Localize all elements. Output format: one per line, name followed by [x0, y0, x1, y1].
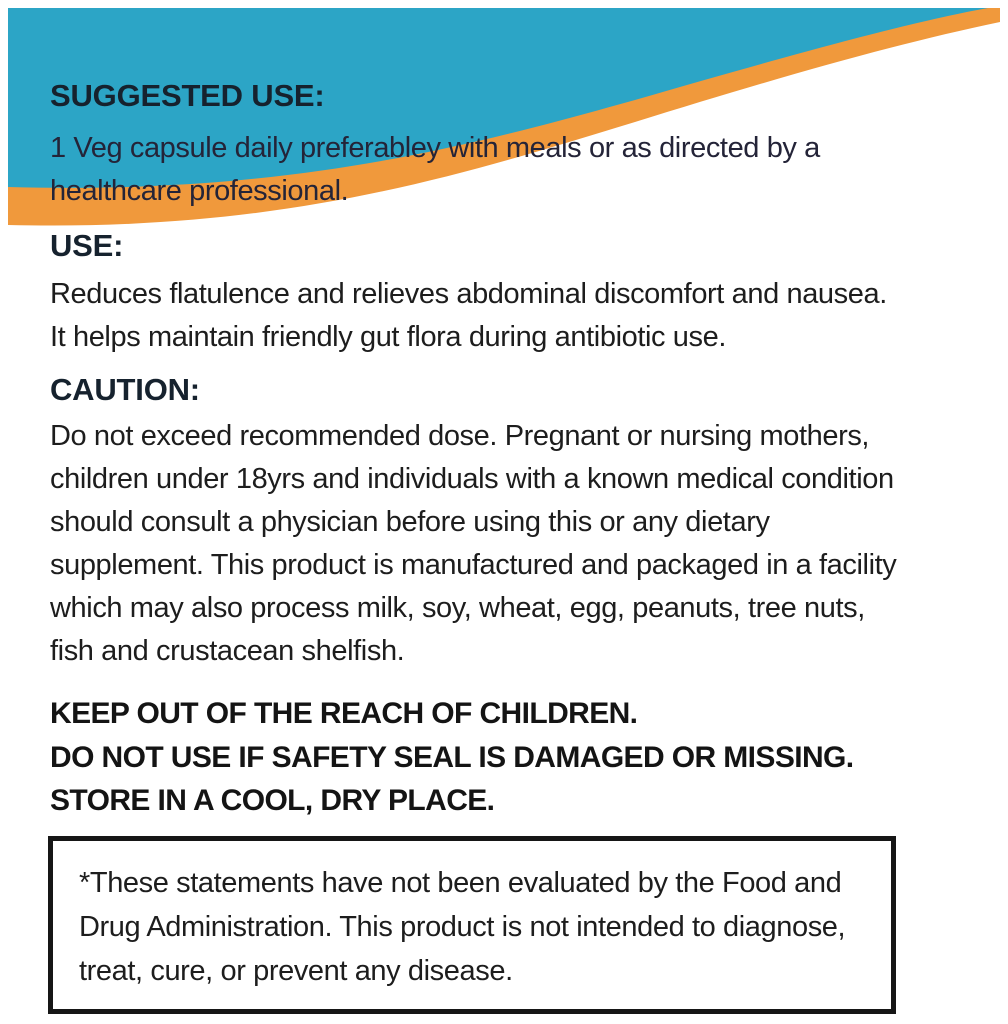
caution-heading: CAUTION: — [50, 372, 200, 407]
warning-keep-out: KEEP OUT OF THE REACH OF CHILDREN. — [50, 697, 638, 730]
suggested-use-line: 1 Veg capsule daily preferabley with meals or as directed by a — [50, 132, 820, 164]
caution-line: fish and crustacean shelfish. — [50, 635, 405, 667]
fda-disclaimer-box — [48, 836, 896, 1014]
section-suggested-use — [50, 78, 820, 213]
disclaimer-line: *These statements have not been evaluated by the Food and — [79, 867, 842, 899]
warning-storage: STORE IN A COOL, DRY PLACE. — [50, 784, 495, 817]
caution-line: which may also process milk, soy, wheat, egg, peanuts, tree nuts, — [50, 592, 865, 624]
caution-line: should consult a physician before using this or any dietary — [50, 506, 770, 538]
caution-body — [50, 415, 896, 673]
suggested-use-line: healthcare professional. — [50, 175, 349, 207]
use-line: It helps maintain friendly gut flora during antibiotic use. — [50, 321, 727, 353]
use-heading: USE: — [50, 228, 124, 263]
caution-line: supplement. This product is manufactured and packaged in a facility — [50, 549, 897, 581]
section-caution — [50, 372, 896, 673]
section-use — [50, 228, 887, 359]
suggested-use-body — [50, 127, 820, 213]
caution-line: children under 18yrs and individuals with a known medical condition — [50, 463, 894, 495]
use-line: Reduces flatulence and relieves abdominal discomfort and nausea. — [50, 278, 887, 310]
section-warnings — [50, 692, 854, 823]
suggested-use-heading: SUGGESTED USE: — [50, 78, 325, 113]
caution-line: Do not exceed recommended dose. Pregnant or nursing mothers, — [50, 420, 870, 452]
warning-safety-seal: DO NOT USE IF SAFETY SEAL IS DAMAGED OR MISSING. — [50, 740, 854, 774]
use-body — [50, 273, 887, 359]
disclaimer-line: Drug Administration. This product is not intended to diagnose, — [79, 911, 846, 943]
disclaimer-line: treat, cure, or prevent any disease. — [79, 955, 513, 987]
